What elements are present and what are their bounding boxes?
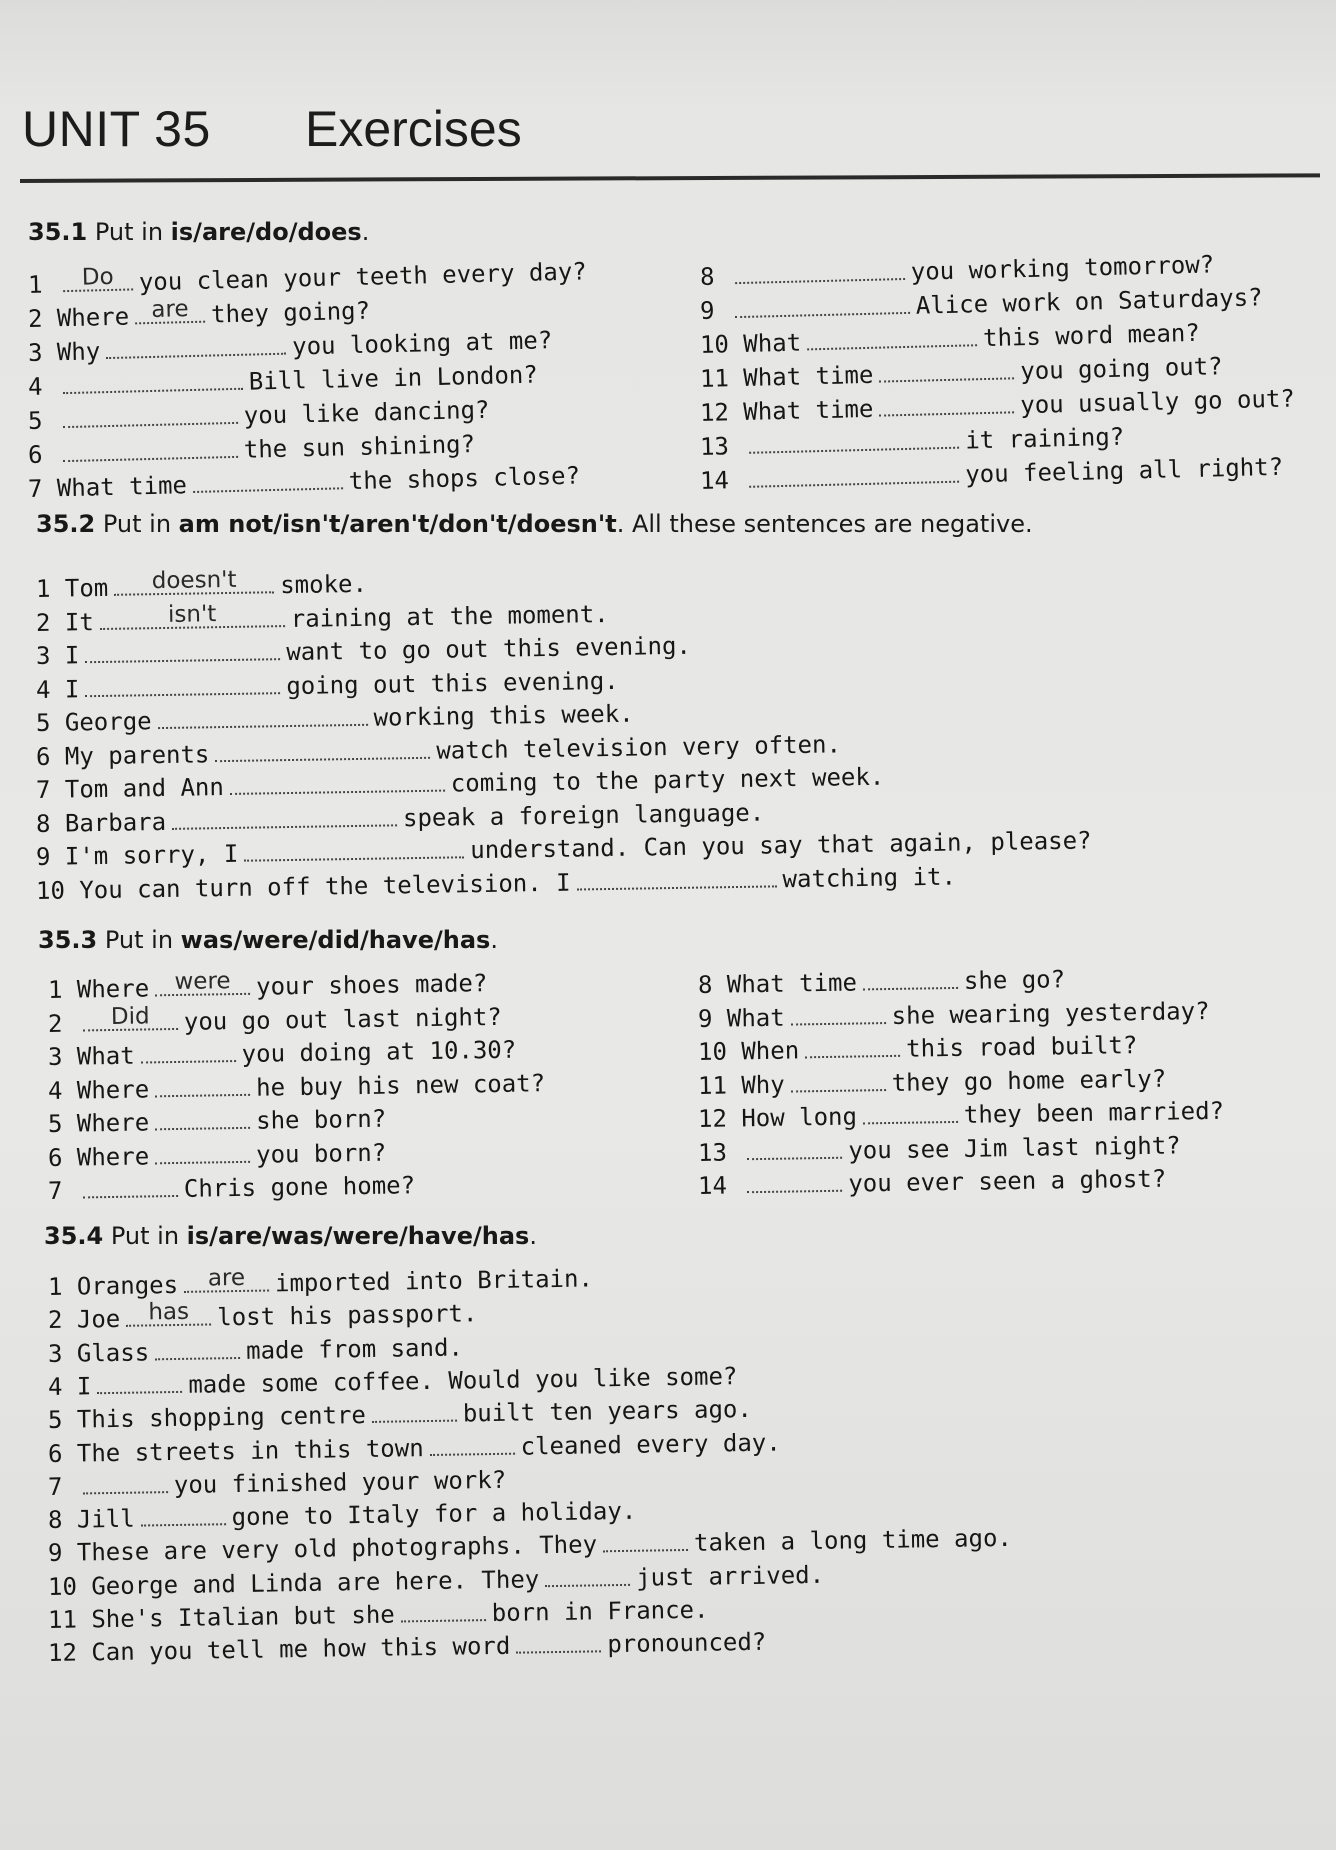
item-text: Alice work on Saturdays?	[915, 283, 1263, 320]
exercise-number: 35.4	[44, 1222, 104, 1250]
item-number: 10	[699, 330, 730, 359]
item-text: Where	[76, 974, 150, 1004]
answer-blank[interactable]	[790, 1069, 885, 1092]
item-text: they been married?	[963, 1096, 1225, 1129]
item-number: 2	[47, 1306, 63, 1335]
item-number: 5	[35, 708, 51, 737]
item-number: 6	[47, 1439, 63, 1468]
item-text: George and Linda are here. They	[91, 1564, 540, 1601]
answer-blank[interactable]	[805, 1035, 900, 1058]
item-text: you like dancing?	[243, 395, 490, 430]
answer-blank[interactable]	[85, 638, 280, 663]
exercise-item	[698, 995, 1210, 1033]
item-text: understand. Can you say that again, please?	[470, 826, 1092, 865]
item-number: 9	[35, 842, 51, 871]
answer-blank[interactable]	[372, 1400, 457, 1423]
item-number: 1	[47, 975, 63, 1004]
exercise-item	[36, 599, 609, 638]
item-text: Why	[56, 337, 101, 367]
item-number: 11	[699, 364, 730, 393]
exercise-item	[698, 1030, 1138, 1067]
instruction-text: Put in	[102, 510, 179, 538]
item-text: want to go out this evening.	[286, 631, 692, 667]
item-number: 10	[35, 876, 66, 905]
answer-blank[interactable]	[83, 1002, 178, 1030]
item-number: 1	[47, 1272, 63, 1301]
answer-blank[interactable]	[401, 1599, 486, 1622]
item-number: 11	[47, 1605, 78, 1634]
item-text: built ten years ago.	[462, 1395, 753, 1428]
exercise-number: 35.2	[36, 510, 96, 538]
item-number: 9	[697, 1004, 713, 1033]
item-text: just arrived.	[636, 1560, 825, 1592]
exercise-heading	[28, 218, 369, 246]
item-number: 10	[47, 1572, 78, 1601]
item-text: What time	[743, 394, 874, 426]
item-text: Can you tell me how this word	[91, 1632, 511, 1667]
item-number: 8	[35, 809, 51, 838]
unit-label: UNIT 35	[22, 101, 211, 157]
item-text: Why	[741, 1070, 785, 1099]
item-number: 9	[47, 1539, 63, 1568]
item-number: 8	[697, 970, 713, 999]
answer-blank[interactable]	[193, 467, 343, 493]
item-text: pronounced?	[607, 1628, 767, 1659]
item-number: 4	[35, 675, 51, 704]
exercise-item	[48, 1001, 502, 1038]
answer-blank[interactable]	[106, 333, 286, 359]
item-text: Tom	[64, 573, 109, 603]
answer-blank[interactable]	[879, 391, 1014, 416]
answer-blank[interactable]	[230, 770, 445, 795]
handwritten-answer: isn't	[167, 600, 217, 628]
answer-blank[interactable]	[85, 672, 280, 697]
item-text: they going?	[210, 296, 371, 329]
answer-blank[interactable]	[100, 600, 285, 630]
item-number: 4	[47, 1372, 63, 1401]
item-text: going out this evening.	[286, 666, 619, 700]
item-text: You can turn off the television. I	[79, 868, 571, 904]
exercise-item	[36, 699, 634, 738]
item-text: the shops close?	[348, 461, 581, 496]
exercise-item	[35, 566, 368, 604]
item-text: The streets in this town	[76, 1433, 424, 1468]
item-text: I	[64, 641, 80, 670]
item-number: 4	[27, 372, 43, 401]
answer-blank[interactable]	[155, 1337, 240, 1360]
item-text: you ever seen a ghost?	[848, 1164, 1167, 1198]
exercise-item	[48, 1465, 507, 1502]
handwritten-answer: Did	[110, 1002, 150, 1030]
instruction-words: am not/isn't/aren't/don't/doesn't	[178, 510, 617, 538]
exercise-item	[698, 1063, 1167, 1100]
answer-blank[interactable]	[114, 566, 274, 596]
answer-blank[interactable]	[157, 704, 367, 729]
item-text: watch television very often.	[436, 729, 842, 765]
answer-blank[interactable]	[155, 1107, 250, 1130]
exercise-item	[48, 1104, 387, 1139]
item-text: smoke.	[280, 569, 368, 600]
instruction-text: Put in	[110, 1222, 187, 1250]
answer-blank[interactable]	[429, 1432, 514, 1455]
answer-blank[interactable]	[863, 1101, 958, 1124]
item-text: Oranges	[76, 1270, 179, 1301]
handwritten-answer: are	[207, 1264, 246, 1292]
item-number: 7	[35, 775, 51, 804]
item-number: 7	[47, 1472, 63, 1501]
item-text: These are very old photographs. They	[76, 1530, 598, 1567]
answer-blank[interactable]	[63, 368, 243, 394]
item-number: 14	[699, 466, 730, 495]
exercise-item	[48, 1299, 478, 1336]
header-rule	[20, 173, 1320, 183]
instruction-words: is/are/was/were/have/has	[186, 1222, 530, 1250]
instruction-text: Put in	[94, 218, 171, 246]
answer-blank[interactable]	[749, 427, 959, 454]
item-number: 3	[47, 1339, 63, 1368]
exercise-item	[698, 1164, 1167, 1201]
item-text: Tom and Ann	[64, 773, 225, 804]
answer-blank[interactable]	[184, 1264, 269, 1293]
item-number: 7	[47, 1176, 63, 1205]
item-text: this road built?	[905, 1031, 1138, 1063]
handwritten-answer: has	[148, 1299, 190, 1326]
item-number: 11	[697, 1071, 728, 1100]
page-title: Exercises	[305, 101, 522, 157]
item-text: How long	[741, 1102, 858, 1133]
item-text: you go out last night?	[183, 1002, 502, 1036]
answer-blank[interactable]	[172, 804, 397, 830]
item-text: it raining?	[964, 422, 1125, 455]
item-text: you usually go out?	[1019, 384, 1296, 420]
instruction-text: .	[361, 218, 370, 246]
item-text: your shoes made?	[255, 969, 488, 1001]
item-text: speak a foreign language.	[402, 798, 765, 832]
item-number: 12	[47, 1638, 78, 1668]
answer-blank[interactable]	[749, 461, 959, 488]
item-text: Where	[76, 1074, 150, 1105]
item-text: raining at the moment.	[290, 599, 609, 633]
item-text: watching it.	[782, 862, 957, 893]
item-text: My parents	[64, 739, 210, 771]
item-number: 5	[27, 406, 43, 435]
answer-blank[interactable]	[747, 1170, 842, 1193]
item-number: 14	[697, 1171, 728, 1200]
item-text: I	[64, 674, 80, 704]
item-text: I'm sorry, I	[64, 839, 239, 871]
answer-blank[interactable]	[747, 1136, 842, 1159]
item-number: 1	[27, 270, 43, 299]
item-text: made from sand.	[245, 1333, 464, 1365]
item-number: 12	[697, 1104, 728, 1133]
handwritten-answer: are	[151, 296, 189, 323]
item-text: Where	[76, 1108, 150, 1138]
answer-blank[interactable]	[63, 263, 134, 292]
instruction-text: . All these sentences are negative.	[616, 510, 1033, 538]
item-text: you looking at me?	[291, 326, 553, 361]
exercise-heading	[44, 1222, 537, 1250]
answer-blank[interactable]	[140, 1503, 225, 1526]
item-number: 2	[35, 608, 51, 637]
answer-blank[interactable]	[135, 296, 206, 325]
item-text: you going out?	[1019, 352, 1223, 386]
item-text: What time	[56, 471, 188, 503]
exercise-item	[698, 1096, 1224, 1134]
instruction-text: Put in	[104, 926, 181, 954]
item-text: Where	[56, 302, 130, 333]
answer-blank[interactable]	[735, 258, 905, 284]
item-text: Bill live in London?	[248, 360, 539, 396]
item-number: 5	[47, 1109, 63, 1138]
exercise-number: 35.3	[38, 926, 98, 954]
item-text: It	[64, 607, 95, 637]
item-text: you working tomorrow?	[910, 250, 1215, 286]
exercise-item	[48, 1035, 517, 1072]
answer-blank[interactable]	[97, 1371, 182, 1394]
item-number: 8	[47, 1505, 63, 1535]
item-number: 2	[27, 304, 43, 333]
item-number: 7	[27, 474, 43, 503]
item-text: he buy his new coat?	[255, 1068, 546, 1102]
exercise-item	[700, 422, 1125, 462]
item-text: cleaned every day.	[520, 1427, 781, 1461]
item-text: you feeling all right?	[964, 452, 1284, 489]
exercise-item	[48, 1170, 416, 1206]
item-text: you finished your work?	[173, 1465, 507, 1499]
item-text: you see Jim last night?	[848, 1130, 1181, 1165]
exercise-item	[48, 1068, 546, 1106]
handwritten-answer: were	[174, 968, 231, 996]
item-text: What time	[743, 360, 874, 392]
handwritten-answer: Do	[81, 263, 114, 291]
answer-blank[interactable]	[63, 402, 238, 428]
item-text: When	[741, 1036, 800, 1066]
item-text: Jill	[76, 1504, 135, 1534]
item-text: This shopping centre	[76, 1401, 367, 1434]
item-text: What	[743, 328, 802, 358]
item-text: she born?	[255, 1104, 387, 1135]
exercise-item	[36, 631, 691, 671]
item-text: What	[726, 1003, 785, 1033]
item-number: 4	[47, 1076, 63, 1105]
item-text: she wearing yesterday?	[891, 996, 1210, 1030]
item-number: 6	[47, 1143, 63, 1172]
item-text: they go home early?	[891, 1064, 1167, 1097]
item-text: you clean your teeth every day?	[138, 257, 588, 297]
exercise-item	[28, 296, 371, 334]
exercise-heading	[38, 926, 498, 954]
item-text: working this week.	[373, 699, 634, 732]
item-text: you born?	[255, 1138, 387, 1169]
item-text: Joe	[76, 1305, 121, 1334]
exercise-item	[36, 665, 619, 704]
item-text: What time	[726, 968, 858, 999]
instruction-text: .	[490, 926, 498, 954]
item-text: coming to the party next week.	[450, 762, 885, 798]
answer-blank[interactable]	[244, 836, 464, 861]
answer-blank[interactable]	[155, 1140, 250, 1163]
answer-blank[interactable]	[155, 1073, 250, 1096]
answer-blank[interactable]	[735, 292, 910, 318]
exercise-number: 35.1	[28, 218, 88, 246]
answer-blank[interactable]	[63, 436, 238, 462]
answer-blank[interactable]	[140, 1040, 235, 1063]
item-number: 9	[699, 296, 715, 325]
item-text: What	[76, 1041, 135, 1071]
exercise-item	[698, 1130, 1181, 1168]
answer-blank[interactable]	[790, 1002, 885, 1025]
item-number: 8	[699, 262, 715, 291]
item-text: Where	[76, 1141, 150, 1172]
item-text: Glass	[76, 1338, 150, 1368]
exercise-item	[698, 964, 1066, 1000]
item-text: she go?	[963, 965, 1066, 995]
item-text: Barbara	[64, 807, 167, 838]
item-text: Chris gone home?	[183, 1171, 416, 1203]
item-number: 13	[699, 432, 730, 461]
item-number: 5	[47, 1405, 63, 1435]
exercise-heading	[36, 510, 1033, 538]
answer-blank[interactable]	[545, 1564, 630, 1587]
answer-blank[interactable]	[863, 967, 958, 990]
item-text: George	[64, 707, 152, 737]
item-number: 2	[47, 1009, 63, 1038]
item-text: the sun shining?	[243, 430, 476, 464]
answer-blank[interactable]	[155, 968, 250, 996]
page-header	[20, 95, 1325, 190]
item-text: taken a long time ago.	[693, 1524, 1013, 1558]
exercise-item	[28, 256, 587, 300]
answer-blank[interactable]	[603, 1529, 688, 1552]
instruction-words: is/are/do/does	[170, 218, 362, 246]
answer-blank[interactable]	[215, 736, 430, 761]
item-text: I	[76, 1372, 92, 1401]
exercise-item	[48, 1137, 387, 1172]
item-text: lost his passport.	[217, 1299, 478, 1332]
exercise-item	[48, 968, 488, 1005]
item-number: 12	[699, 398, 730, 427]
item-text: made some coffee. Would you like some?	[188, 1362, 738, 1399]
item-text: this word mean?	[982, 318, 1201, 353]
item-number: 3	[27, 338, 43, 367]
item-text: imported into Britain.	[274, 1264, 594, 1298]
item-number: 6	[27, 440, 43, 469]
answer-blank[interactable]	[807, 324, 977, 350]
item-text: gone to Italy for a holiday.	[231, 1496, 637, 1532]
item-text: you doing at 10.30?	[241, 1035, 517, 1068]
answer-blank[interactable]	[83, 1175, 178, 1198]
item-text: born in France.	[491, 1595, 709, 1628]
exercise-item	[48, 1263, 593, 1302]
exercise-item	[48, 1332, 463, 1369]
answer-blank[interactable]	[516, 1631, 601, 1654]
answer-blank[interactable]	[879, 357, 1014, 382]
answer-blank[interactable]	[576, 865, 776, 890]
item-number: 10	[697, 1037, 728, 1066]
instruction-words: was/were/did/have/has	[180, 926, 491, 954]
item-number: 13	[697, 1138, 728, 1167]
item-number: 3	[47, 1042, 63, 1071]
item-text: She's Italian but she	[91, 1600, 395, 1634]
answer-blank[interactable]	[126, 1299, 211, 1327]
handwritten-answer: doesn't	[151, 566, 237, 595]
answer-blank[interactable]	[83, 1471, 168, 1494]
item-number: 1	[35, 574, 51, 603]
instruction-text: .	[529, 1222, 537, 1250]
item-number: 3	[35, 641, 51, 670]
item-number: 6	[35, 742, 51, 771]
